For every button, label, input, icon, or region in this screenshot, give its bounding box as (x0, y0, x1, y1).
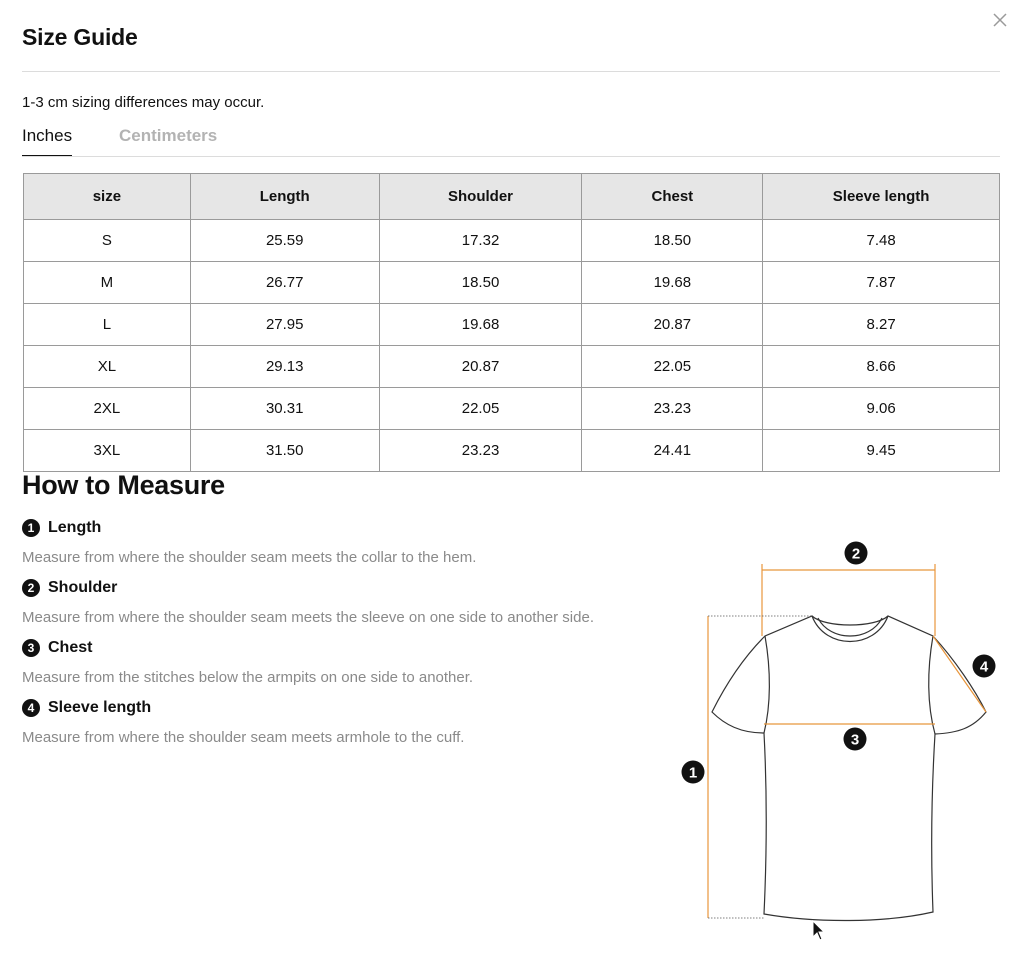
marker-2-icon (845, 542, 868, 565)
table-cell: L (24, 304, 191, 346)
table-cell: 27.95 (190, 304, 379, 346)
table-cell: 30.31 (190, 388, 379, 430)
tab-centimeters[interactable]: Centimeters (119, 126, 218, 145)
table-cell: 7.87 (763, 262, 1000, 304)
measure-title-shoulder (22, 579, 117, 597)
number-4-icon: 4 (22, 699, 40, 717)
table-cell: 29.13 (190, 346, 379, 388)
table-cell: 22.05 (582, 346, 763, 388)
how-to-measure-heading: How to Measure (22, 470, 225, 500)
table-cell: 26.77 (190, 262, 379, 304)
header-size: size (24, 174, 191, 220)
table-cell: 9.06 (763, 388, 1000, 430)
header-chest: Chest (582, 174, 763, 220)
table-cell: XL (24, 346, 191, 388)
table-cell: 8.27 (763, 304, 1000, 346)
svg-text:4: 4 (979, 658, 989, 676)
close-icon (990, 10, 1010, 30)
header-sleeve-length: Sleeve length (763, 174, 1000, 220)
table-cell: 9.45 (763, 430, 1000, 472)
sizing-note: 1-3 cm sizing differences may occur. (22, 94, 265, 111)
table-header-row (24, 174, 1000, 220)
table-cell: 17.32 (379, 220, 582, 262)
measure-title-chest (22, 639, 92, 657)
table-cell: 19.68 (582, 262, 763, 304)
table-cell: 25.59 (190, 220, 379, 262)
table-cell: 20.87 (582, 304, 763, 346)
measure-label: Sleeve length (48, 699, 152, 716)
table-cell: 18.50 (379, 262, 582, 304)
tab-inches[interactable]: Inches (22, 126, 72, 157)
table-cell: 20.87 (379, 346, 582, 388)
table-row (24, 220, 1000, 262)
table-row (24, 346, 1000, 388)
size-table (23, 173, 1000, 472)
measure-label: Length (48, 519, 102, 536)
table-cell: S (24, 220, 191, 262)
measure-desc-length: Measure from where the shoulder seam meets the collar to the hem. (22, 549, 477, 566)
marker-4-icon (973, 655, 996, 678)
table-cell: 23.23 (582, 388, 763, 430)
tshirt-outline (712, 616, 986, 921)
number-2-icon: 2 (22, 579, 40, 597)
measure-label: Shoulder (48, 579, 118, 596)
header-length: Length (190, 174, 379, 220)
measure-desc-shoulder: Measure from where the shoulder seam meets the sleeve on one side to another side. (22, 609, 594, 626)
table-cell: 2XL (24, 388, 191, 430)
number-1-icon: 1 (22, 519, 40, 537)
measure-title-sleeve-length (22, 699, 151, 717)
tabs-divider (22, 156, 1000, 157)
table-cell: 23.23 (379, 430, 582, 472)
measure-desc-sleeve-length: Measure from where the shoulder seam meets armhole to the cuff. (22, 729, 465, 746)
measure-desc-chest: Measure from the stitches below the armpits on one side to another. (22, 669, 474, 686)
mouse-cursor-icon (812, 920, 826, 942)
table-cell: 3XL (24, 430, 191, 472)
measure-label: Chest (48, 639, 93, 656)
table-cell: 22.05 (379, 388, 582, 430)
table-cell: 8.66 (763, 346, 1000, 388)
table-cell: 7.48 (763, 220, 1000, 262)
table-cell: 24.41 (582, 430, 763, 472)
svg-text:1: 1 (688, 764, 698, 782)
svg-text:2: 2 (851, 545, 861, 563)
number-3-icon: 3 (22, 639, 40, 657)
marker-1-icon (682, 761, 705, 784)
table-cell: M (24, 262, 191, 304)
table-row (24, 304, 1000, 346)
table-cell: 18.50 (582, 220, 763, 262)
header-shoulder: Shoulder (379, 174, 582, 220)
table-row (24, 430, 1000, 472)
title-divider (22, 71, 1000, 72)
table-row (24, 388, 1000, 430)
table-cell: 31.50 (190, 430, 379, 472)
table-row (24, 262, 1000, 304)
table-cell: 19.68 (379, 304, 582, 346)
marker-3-icon (844, 728, 867, 751)
dialog-title: Size Guide (22, 24, 138, 50)
close-button[interactable] (990, 10, 1010, 30)
svg-text:3: 3 (850, 731, 860, 749)
measure-title-length (22, 519, 101, 537)
tshirt-measure-diagram (675, 530, 1005, 940)
